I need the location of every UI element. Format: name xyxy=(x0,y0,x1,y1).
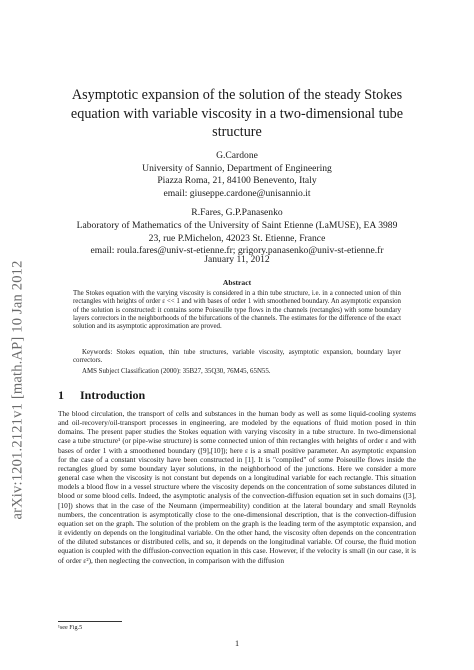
author-names-1: G.Cardone xyxy=(216,150,258,161)
section-heading xyxy=(58,388,145,403)
arxiv-identifier-watermark xyxy=(3,180,33,600)
arxiv-identifier-text: arXiv:1201.2121v1 [math.AP] 10 Jan 2012 xyxy=(9,260,26,520)
footnote-rule xyxy=(58,621,122,622)
email-1: email: giuseppe.cardone@unisannio.it xyxy=(163,187,311,199)
keywords: Keywords: Stokes equation, thin tube structures, variable viscosity, asymptotic expansion, boundary layer correctors. xyxy=(73,349,401,365)
email-2: email: roula.fares@univ-st-etienne.fr; grigory.panasenko@univ-st-etienne.fr xyxy=(90,245,384,257)
section-title: Introduction xyxy=(80,388,146,402)
abstract-heading: Abstract xyxy=(222,278,252,287)
page-number: 1 xyxy=(234,639,240,648)
author-names-2: R.Fares, G.P.Panasenko xyxy=(191,207,283,219)
abstract-text: The Stokes equation with the varying viscosity is considered in a thin tube structure, i.e. in a connected union of thin rectangles with heights of order ε << 1 and with bases of order 1 with smoothened boundary. An asymptotic expansion of the solution is constructed: it contains some Poiseuille type flows in the channels (rectangles) with some boundary layers correctors in the neighborhoods of the bifurcations of the channels. The estimates for the difference of the exact solution and its asymptotic approximation are proved. xyxy=(73,290,401,331)
author-spacer xyxy=(40,200,434,207)
affiliation-1: University of Sannio, Department of Engineering xyxy=(142,162,332,174)
address-2: 23, rue P.Michelon, 42023 St. Etienne, France xyxy=(148,232,326,244)
address-1: Piazza Roma, 21, 84100 Benevento, Italy xyxy=(157,175,317,187)
paper-date: January 11, 2012 xyxy=(204,254,270,265)
ams-classification: AMS Subject Classification (2000): 35B27, 35Q30, 76M45, 65N55. xyxy=(82,368,271,375)
footnote: ¹see Fig.5 xyxy=(58,624,83,631)
introduction-paragraph: The blood circulation, the transport of cells and substances in the human body as well as some liquid-cooling systems and oil-recovery/oil-transport processes in engineering, are modeled by the equations of fluid motion posed in thin domains. The present paper studies the Stokes equation with varying viscosity in a tube structure. In two-dimensional case a tube structure¹ (or pipe-wise structure) is some connected union of thin rectangles with heights of order ε and with bases of order 1 with a smoothened boundary ([9],[10]); here ε is a small positive parameter. An asymptotic expansion for the case of a constant viscosity have been constructed in [1]. It is "compiled" of some Poiseuille flows inside the rectangles glued by some boundary layer solutions, in the neighborhood of the junctions. Here we consider a more general case when the viscosity is not constant but depends on a longitudinal variable for each rectangle. This situation models a blood flow in a vessel structure where the viscosity depends on the concentration of some substances diluted in blood or some blood cells. Indeed, the asymptotic analysis of the convection-diffusion equation set in such domains ([3],[10]) shows that in the case of the Neumann (impermeability) condition at the lateral boundary and small Reynolds numbers, the concentration is asymptotically close to the one-dimensional description, that is the convection-diffusion equation set on the graph. The solution of the problem on the graph is the leading term of the asymptotic expansion, and it evidently on depends on the longitudinal variable. On the other hand, the viscosity often depends on the concentration of the diluted substances or distributed cells, and so, it depends on the longitudinal variable. Of course, the fluid motion equation is coupled with the diffusion-convection equation in this case. However, if the velocity is small (in our case, it is of order ε²), then neglecting the convection, in comparison with the diffusion xyxy=(58,409,416,565)
affiliation-2: Laboratory of Mathematics of the University of Saint Etienne (LaMUSE), EA 3989 xyxy=(76,219,398,231)
paper-title: Asymptotic expansion of the solution of the steady Stokes equation with variable viscosity in a two-dimensional tube structure xyxy=(70,87,404,140)
section-number: 1 xyxy=(58,388,64,402)
author-block xyxy=(40,150,434,258)
